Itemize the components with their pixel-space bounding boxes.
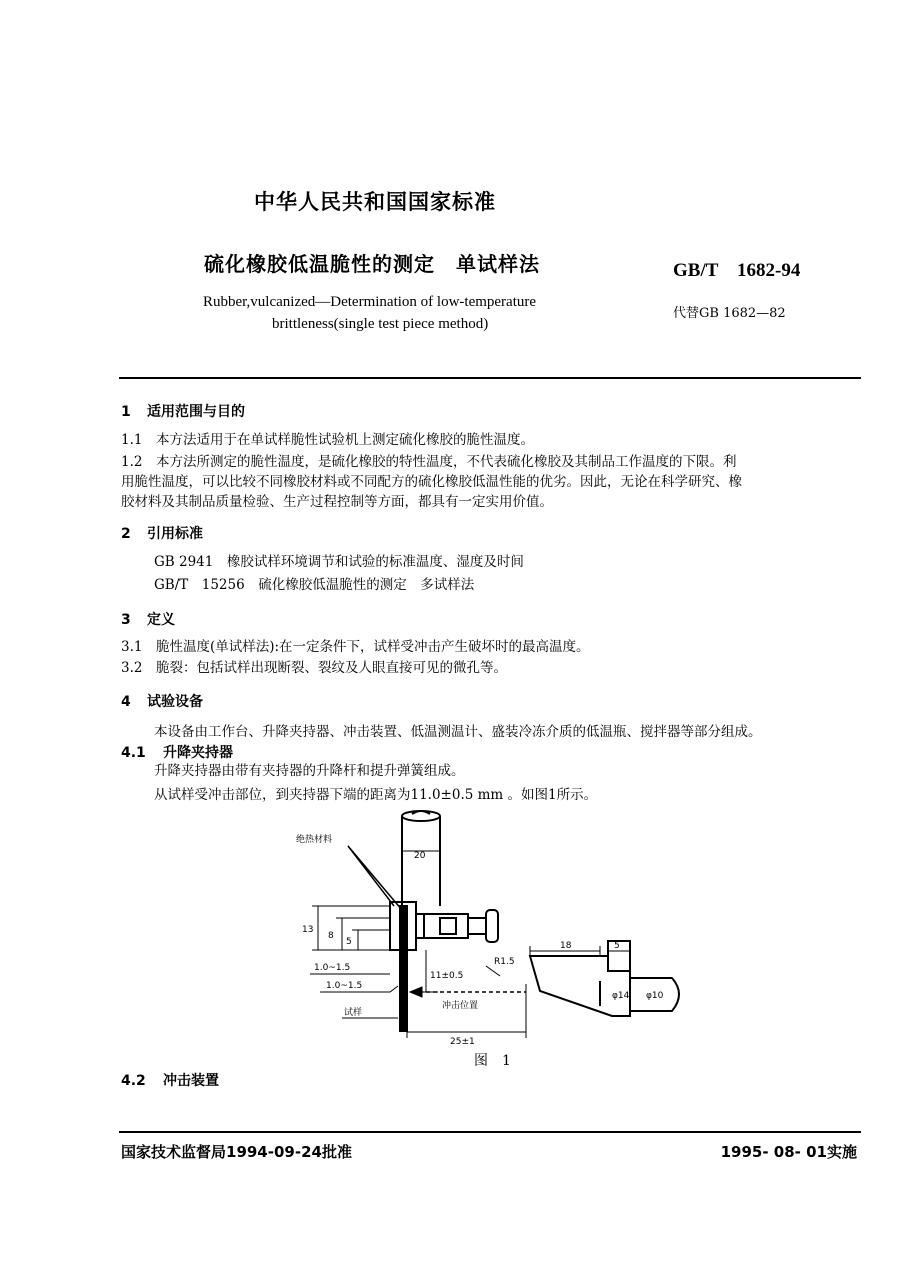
- paragraph-4-1-a: 升降夹持器由带有夹持器的升降杆和提升弹簧组成。: [154, 763, 465, 779]
- paragraph-1-2-line1: 1.2 本方法所测定的脆性温度，是硫化橡胶的特性温度，不代表硫化橡胶及其制品工作温度的下限。利: [121, 454, 737, 470]
- lift-rod: [402, 816, 440, 906]
- label-specimen: 试样: [344, 1008, 363, 1018]
- section-number: 4.2: [121, 1073, 146, 1089]
- label-dim-11: 11±0.5: [430, 971, 464, 981]
- section-title: 升降夹持器: [163, 745, 233, 761]
- label-dim-5b: 5: [614, 941, 620, 951]
- section-number: 1: [121, 404, 131, 420]
- paragraph-3-1: 3.1 脆性温度(单试样法):在一定条件下，试样受冲击产生破坏时的最高温度。: [121, 639, 590, 655]
- section-title: 定义: [147, 612, 175, 628]
- specimen: [400, 906, 407, 1031]
- section-number: 3: [121, 612, 131, 628]
- header-divider: [119, 377, 861, 379]
- impact-hammer: [530, 956, 630, 1016]
- label-gap-2: 1.0~1.5: [326, 981, 363, 991]
- section-4-1-heading: [121, 742, 233, 762]
- label-gap-1: 1.0~1.5: [314, 963, 351, 973]
- section-1-heading: [121, 401, 245, 421]
- dim-5-line: [352, 930, 390, 950]
- section-title: 试验设备: [147, 694, 203, 710]
- label-phi10: φ10: [646, 991, 664, 1001]
- label-dim-25: 25±1: [450, 1037, 475, 1046]
- approval-note: 国家技术监督局1994-09-24批准: [121, 1143, 352, 1161]
- label-dim-20: 20: [414, 851, 426, 861]
- document-title-en-line1: Rubber,vulcanized—Determination of low-temperature: [203, 294, 537, 310]
- section-4-heading: [121, 691, 203, 711]
- paragraph-4-intro: 本设备由工作台、升降夹持器、冲击装置、低温测温计、盛装冷冻介质的低温瓶、搅拌器等部分组成。: [154, 724, 762, 740]
- label-phi14: φ14: [612, 991, 630, 1001]
- national-standard-title: 中华人民共和国国家标准: [254, 190, 496, 214]
- rod-top: [402, 811, 440, 821]
- replaces-note: 代替GB 1682—82: [673, 306, 786, 321]
- label-dim-13: 13: [302, 925, 314, 935]
- footer-divider: [119, 1131, 861, 1133]
- paragraph-4-1-b: 从试样受冲击部位，到夹持器下端的距离为11.0±0.5 mm 。如图1所示。: [154, 787, 598, 803]
- dim-8-line: [336, 918, 390, 950]
- implementation-date: 1995- 08- 01实施: [720, 1143, 857, 1161]
- paragraph-3-2: 3.2 脆裂：包括试样出现断裂、裂纹及人眼直接可见的微孔等。: [121, 660, 507, 676]
- section-2-heading: [121, 523, 203, 543]
- paragraph-1-2-line2: 用脆性温度，可以比较不同橡胶材料或不同配方的硫化橡胶低温性能的优劣。因此，无论在科学研究、橡: [121, 474, 742, 490]
- paragraph-1-1: 1.1 本方法适用于在单试样脆性试验机上测定硫化橡胶的脆性温度。: [121, 432, 534, 448]
- clamp-screw-knob: [486, 910, 498, 942]
- reference-gbt15256: GB/T 15256 硫化橡胶低温脆性的测定 多试样法: [154, 577, 475, 593]
- impact-arrow: [410, 987, 422, 997]
- label-r15: R1.5: [494, 957, 515, 967]
- r15-leader: [486, 966, 500, 976]
- figure-caption: 图 1: [474, 1053, 511, 1069]
- standard-code: GB/T 1682-94: [673, 260, 801, 281]
- reference-gb2941: GB 2941 橡胶试样环境调节和试验的标准温度、湿度及时间: [154, 554, 524, 570]
- insulation-leader: [348, 846, 402, 910]
- section-title: 冲击装置: [163, 1073, 219, 1089]
- document-title-en-line2: brittleness(single test piece method): [272, 316, 489, 332]
- paragraph-1-2-line3: 胶材料及其制品质量检验、生产过程控制等方面，都具有一定实用价值。: [121, 494, 553, 510]
- label-impact-position: 冲击位置: [442, 1001, 479, 1011]
- section-number: 4.1: [121, 745, 146, 761]
- document-title-cn: 硫化橡胶低温脆性的测定 单试样法: [204, 252, 540, 276]
- section-title: 适用范围与目的: [147, 404, 245, 420]
- section-number: 4: [121, 694, 131, 710]
- label-dim-8: 8: [328, 931, 334, 941]
- section-title: 引用标准: [147, 526, 203, 542]
- section-4-2-heading: [121, 1070, 219, 1090]
- label-dim-18: 18: [560, 941, 572, 951]
- label-insulation: 绝热材料: [296, 835, 333, 845]
- section-3-heading: [121, 609, 175, 629]
- figure-1-clamp-diagram: [290, 806, 700, 1046]
- section-number: 2: [121, 526, 131, 542]
- label-dim-5: 5: [346, 937, 352, 947]
